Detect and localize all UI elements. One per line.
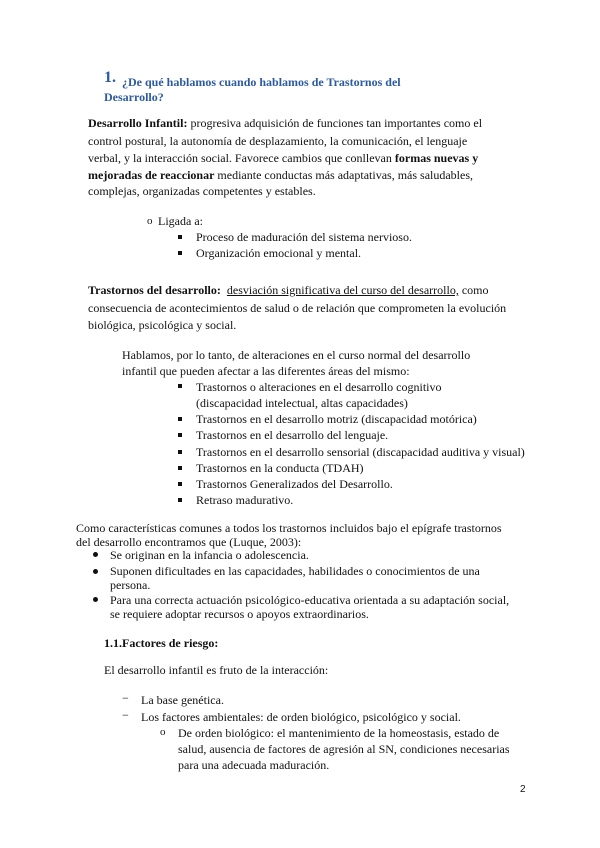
square-bullet-icon bbox=[178, 251, 182, 255]
desarrollo-line3: verbal, y la interacción social. Favorece cambios que conllevan formas nuevas y bbox=[88, 151, 479, 165]
caracteristicas-line1: Como características comunes a todos los trastornos incluidos bajo el epígrafe trastornos bbox=[76, 521, 502, 535]
trastornos-line2: consecuencia de acontecimientos de salud o de relación que comprometen la evolución bbox=[88, 301, 507, 315]
area-item-continuation: (discapacidad intelectual, altas capacidades) bbox=[196, 396, 408, 410]
section-title-line2: Desarrollo? bbox=[104, 90, 164, 104]
area-item: Trastornos Generalizados del Desarrollo. bbox=[196, 477, 393, 491]
subsection-title: 1.1.Factores de riesgo: bbox=[104, 636, 219, 650]
factores-intro: El desarrollo infantil es fruto de la interacción: bbox=[104, 663, 329, 677]
hablamos-line1: Hablamos, por lo tanto, de alteraciones en el curso normal del desarrollo bbox=[122, 348, 471, 362]
area-item: Trastornos en el desarrollo del lenguaje. bbox=[196, 428, 389, 442]
ligada-label: Ligada a: bbox=[158, 214, 203, 228]
dash-bullet-icon: − bbox=[122, 708, 129, 722]
circle-bullet-icon: o bbox=[147, 215, 153, 227]
desarrollo-line5: complejas, organizadas competentes y estables. bbox=[88, 184, 316, 198]
area-item: Trastornos en la conducta (TDAH) bbox=[196, 461, 364, 475]
caracteristica-item: Se originan en la infancia o adolescencia. bbox=[110, 548, 309, 562]
factor-subitem-line2: salud, ausencia de factores de agresión al SN, condiciones necesarias bbox=[178, 742, 510, 756]
factor-subitem-line1: De orden biológico: el mantenimiento de la homeostasis, estado de bbox=[178, 726, 500, 740]
square-bullet-icon bbox=[178, 384, 182, 388]
bullet-dot-icon bbox=[93, 552, 98, 557]
section-title-line1: ¿De qué hablamos cuando hablamos de Trastornos del bbox=[122, 75, 401, 89]
desarrollo-line2: control postural, la autonomía de desplazamiento, la comunicación, el lenguaje bbox=[88, 134, 468, 148]
area-item: Trastornos o alteraciones en el desarrollo cognitivo bbox=[196, 380, 442, 394]
bullet-dot-icon bbox=[93, 597, 98, 602]
factor-subitem-line3: para una adecuada maduración. bbox=[178, 758, 330, 772]
trastornos-term: Trastornos del desarrollo: bbox=[88, 283, 221, 297]
caracteristicas-line2: del desarrollo encontramos que (Luque, 2003): bbox=[76, 535, 302, 549]
caracteristica-item: Para una correcta actuación psicológico-educativa orientada a su adaptación social, bbox=[110, 593, 510, 607]
square-bullet-icon bbox=[178, 235, 182, 239]
factor-item: Los factores ambientales: de orden biológico, psicológico y social. bbox=[141, 710, 461, 724]
caracteristica-item: Suponen dificultades en las capacidades, habilidades o conocimientos de una bbox=[110, 564, 480, 578]
square-bullet-icon bbox=[178, 417, 182, 421]
square-bullet-icon bbox=[178, 498, 182, 502]
page-number: 2 bbox=[520, 784, 526, 795]
dash-bullet-icon: − bbox=[122, 691, 129, 705]
desarrollo-term: Desarrollo Infantil: bbox=[88, 116, 188, 130]
desarrollo-line1: Desarrollo Infantil: progresiva adquisición de funciones tan importantes como el bbox=[88, 116, 483, 130]
factor-item: La base genética. bbox=[141, 693, 224, 707]
area-item: Trastornos en el desarrollo sensorial (discapacidad auditiva y visual) bbox=[196, 445, 525, 459]
circle-bullet-icon: o bbox=[160, 726, 166, 738]
section-number: 1. bbox=[104, 69, 116, 86]
square-bullet-icon bbox=[178, 450, 182, 454]
caracteristica-item-continuation: se requiere adoptar recursos o apoyos extraordinarios. bbox=[110, 607, 369, 621]
ligada-item: Proceso de maduración del sistema nervioso. bbox=[196, 230, 412, 244]
trastornos-line1: Trastornos del desarrollo: desviación significativa del curso del desarrollo, como bbox=[88, 283, 489, 297]
square-bullet-icon bbox=[178, 482, 182, 486]
desarrollo-line4: mejoradas de reaccionar mediante conductas más adaptativas, más saludables, bbox=[88, 168, 474, 182]
caracteristica-item-continuation: persona. bbox=[110, 578, 151, 592]
ligada-item: Organización emocional y mental. bbox=[196, 246, 362, 260]
bullet-dot-icon bbox=[93, 569, 98, 574]
square-bullet-icon bbox=[178, 466, 182, 470]
square-bullet-icon bbox=[178, 433, 182, 437]
hablamos-line2: infantil que pueden afectar a las diferentes áreas del mismo: bbox=[122, 364, 410, 378]
trastornos-line3: biológica, psicológica y social. bbox=[88, 318, 237, 332]
area-item: Trastornos en el desarrollo motriz (discapacidad motórica) bbox=[196, 412, 477, 426]
area-item: Retraso madurativo. bbox=[196, 493, 294, 507]
